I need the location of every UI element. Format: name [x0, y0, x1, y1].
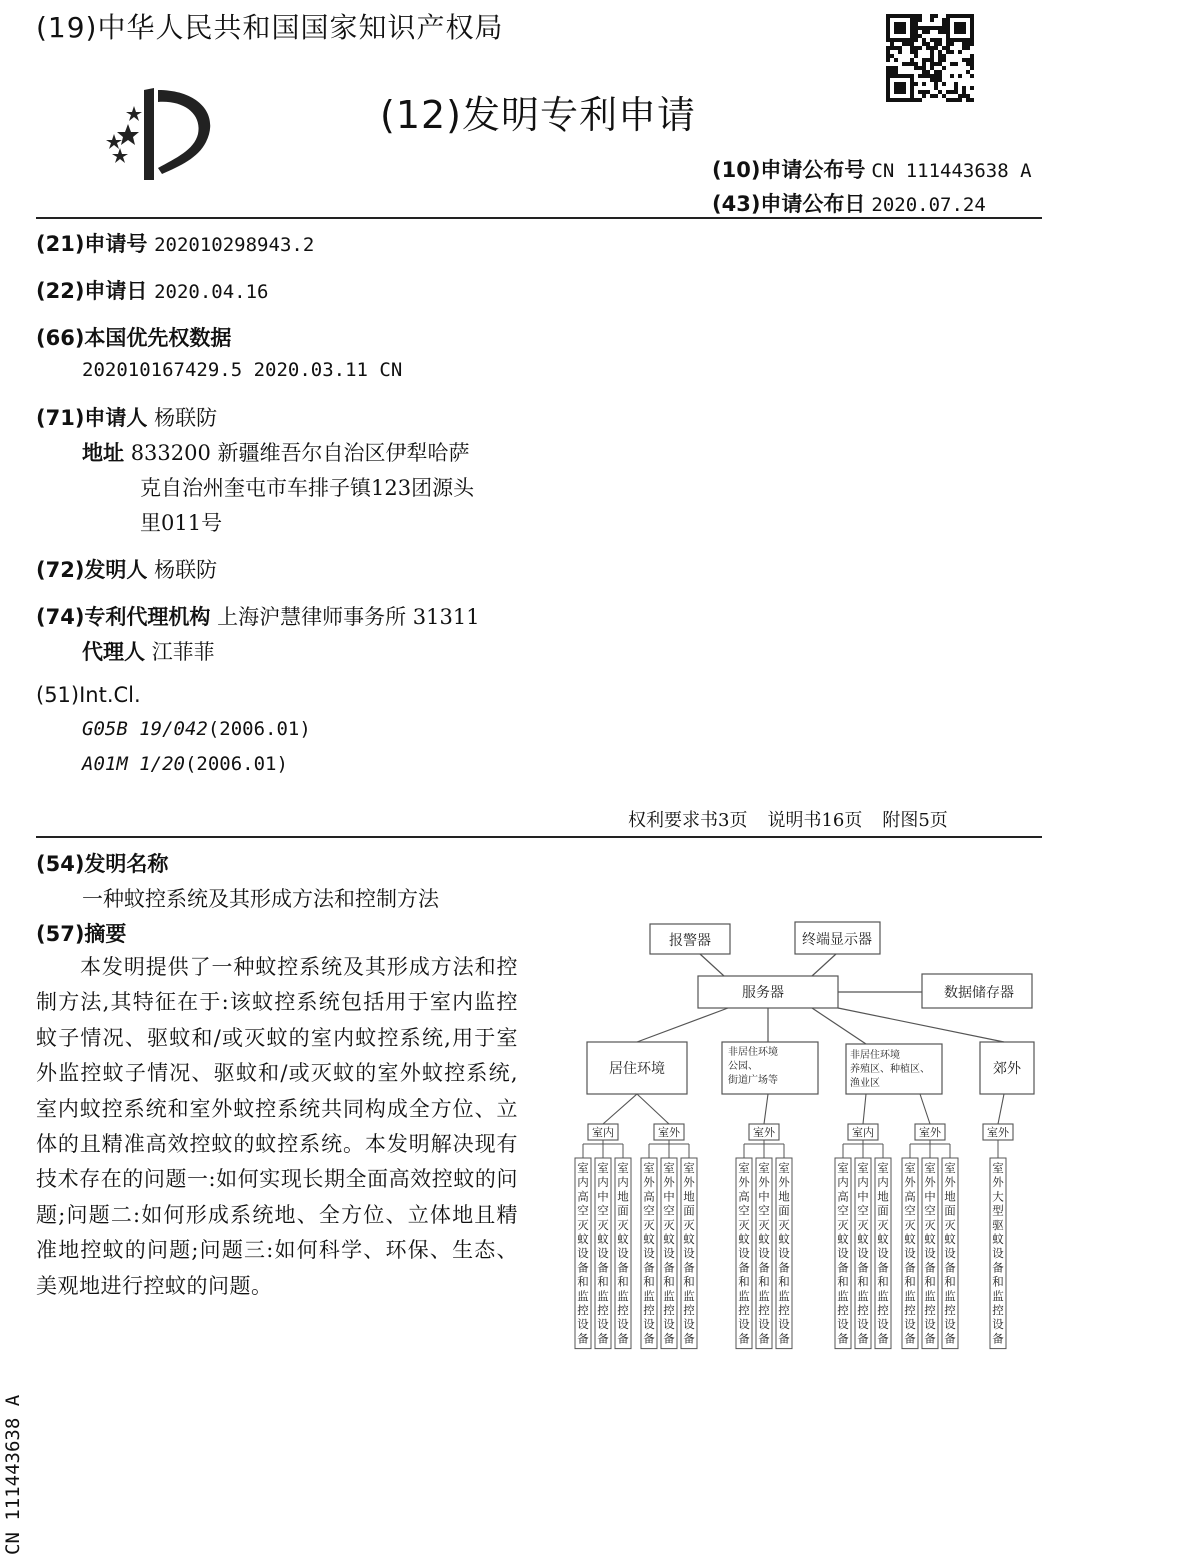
ipc-class-2 — [82, 753, 288, 775]
location-label: 室外 — [753, 1126, 775, 1139]
nonres-park-line-1: 非居住环境 — [728, 1047, 778, 1058]
device-label: 室外高空灭蚊设备和监控设备 — [904, 1161, 916, 1346]
ipc-code-1: G05B 19/042 — [82, 718, 208, 740]
priority-data: 202010167429.5 2020.03.11 CN — [82, 359, 403, 381]
priority-label: (66)本国优先权数据 — [36, 326, 232, 350]
abstract-label: (57)摘要 — [36, 922, 127, 946]
inventor-name: 杨联防 — [154, 558, 218, 582]
storage-label: 数据储存器 — [944, 985, 1014, 1001]
publication-date-line — [712, 188, 986, 218]
header-divider — [36, 217, 1042, 219]
device-label: 室外地面灭蚊设备和监控设备 — [944, 1161, 956, 1346]
device-label: 室外地面灭蚊设备和监控设备 — [778, 1161, 790, 1346]
ipc-class-1 — [82, 718, 311, 740]
application-number-field — [36, 228, 314, 258]
applicant-field — [36, 402, 217, 432]
device-label: 室内地面灭蚊设备和监控设备 — [617, 1161, 629, 1346]
drawings-pages: 附图5页 — [882, 810, 948, 831]
device-label: 室外大型驱蚊设备和监控设备 — [992, 1161, 1004, 1346]
terminal-label: 终端显示器 — [802, 932, 872, 948]
abstract-text: 本发明提供了一种蚊控系统及其形成方法和控制方法,其特征在于:该蚊控系统包括用于室内监控蚊子情况、驱蚊和/或灭蚊的室内蚊控系统,用于室外监控蚊子情况、驱蚊和/或灭蚊的室外蚊控系统,室内蚊控系统和室外蚊控系统共同构成全方位、立体的且精准高效控蚊的蚊控系统。本发明解决现有技术存在的问题一:如何实现长期全面高效控蚊的问题;问题二:如何形成系统地、全方位、立体地且精准地控蚊的问题;问题三:如何科学、环保、生态、美观地进行控蚊的问题。 — [36, 955, 518, 1298]
device-label: 室内高空灭蚊设备和监控设备 — [577, 1161, 589, 1346]
issuing-office: (19)中华人民共和国国家知识产权局 — [36, 11, 504, 44]
nonres-park-line-3: 街道广场等 — [728, 1075, 778, 1086]
address-line-2: 克自治州奎屯市车排子镇123团源头 — [140, 476, 475, 500]
location-label: 室外 — [658, 1126, 680, 1139]
publication-number: CN 111443638 A — [871, 160, 1032, 182]
cnipa-logo-icon — [98, 84, 218, 184]
address-line-1: 833200 新疆维吾尔自治区伊犁哈萨 — [130, 441, 470, 465]
qr-code-icon — [886, 14, 974, 102]
device-label: 室外高空灭蚊设备和监控设备 — [643, 1161, 655, 1346]
ipc-version-2: (2006.01) — [184, 753, 288, 775]
applicant-label: (71)申请人 — [36, 406, 148, 430]
device-label: 室外高空灭蚊设备和监控设备 — [738, 1161, 750, 1346]
nonres-farm-line-2: 养殖区、种植区、 — [850, 1064, 930, 1075]
inventor-label: (72)发明人 — [36, 558, 148, 582]
description-pages: 说明书16页 — [767, 810, 863, 831]
page-counts — [628, 806, 968, 832]
application-number-label: (21)申请号 — [36, 232, 148, 256]
application-number: 202010298943.2 — [154, 234, 315, 256]
location-label: 室外 — [919, 1126, 941, 1139]
publication-date: 2020.07.24 — [871, 194, 986, 216]
int-cl-label: (51)Int.Cl. — [36, 683, 141, 707]
address-label: 地址 — [82, 441, 124, 465]
address-line-3: 里011号 — [140, 511, 223, 535]
nonres-farm-line-3: 渔业区 — [850, 1078, 880, 1089]
ipc-code-2: A01M 1/20 — [82, 753, 185, 775]
ipc-version-1: (2006.01) — [207, 718, 311, 740]
document-type-title: (12)发明专利申请 — [380, 93, 697, 137]
device-label: 室内高空灭蚊设备和监控设备 — [837, 1161, 849, 1346]
nonres-farm-line-1: 非居住环境 — [850, 1050, 900, 1061]
application-date: 2020.04.16 — [154, 281, 269, 303]
inventor-field — [36, 554, 217, 584]
claims-pages: 权利要求书3页 — [628, 810, 748, 831]
invention-name-label: (54)发明名称 — [36, 852, 169, 876]
publication-number-line — [712, 154, 1032, 184]
location-label: 室内 — [592, 1126, 614, 1139]
applicant-name: 杨联防 — [154, 406, 218, 430]
agency-label: (74)专利代理机构 — [36, 605, 211, 629]
section-divider — [36, 836, 1042, 838]
alarm-label: 报警器 — [669, 933, 711, 949]
agency-field — [36, 601, 480, 631]
server-label: 服务器 — [742, 985, 784, 1001]
device-label: 室内地面灭蚊设备和监控设备 — [877, 1161, 889, 1346]
location-label: 室外 — [987, 1126, 1009, 1139]
device-label: 室外地面灭蚊设备和监控设备 — [683, 1161, 695, 1346]
invention-name: 一种蚊控系统及其形成方法和控制方法 — [82, 887, 439, 911]
agent-label: 代理人 — [82, 640, 145, 664]
publication-number-label: (10)申请公布号 — [712, 158, 866, 182]
nonres-park-line-2: 公园、 — [728, 1061, 758, 1072]
residential-label: 居住环境 — [609, 1061, 665, 1077]
system-diagram — [560, 915, 1050, 1360]
device-label: 室外中空灭蚊设备和监控设备 — [758, 1161, 770, 1346]
agent-name: 江菲菲 — [151, 640, 215, 664]
agent-field — [82, 636, 215, 666]
suburb-label: 郊外 — [993, 1061, 1021, 1077]
application-date-field — [36, 275, 269, 305]
device-label: 室外中空灭蚊设备和监控设备 — [924, 1161, 936, 1346]
publication-date-label: (43)申请公布日 — [712, 192, 866, 216]
agency-name: 上海沪慧律师事务所 31311 — [217, 605, 480, 629]
address-field — [82, 437, 470, 467]
device-label: 室内中空灭蚊设备和监控设备 — [597, 1161, 609, 1346]
location-label: 室内 — [852, 1126, 874, 1139]
side-publication-number: CN 111443638 A — [2, 1394, 24, 1555]
device-label: 室内中空灭蚊设备和监控设备 — [857, 1161, 869, 1346]
application-date-label: (22)申请日 — [36, 279, 148, 303]
device-label: 室外中空灭蚊设备和监控设备 — [663, 1161, 675, 1346]
